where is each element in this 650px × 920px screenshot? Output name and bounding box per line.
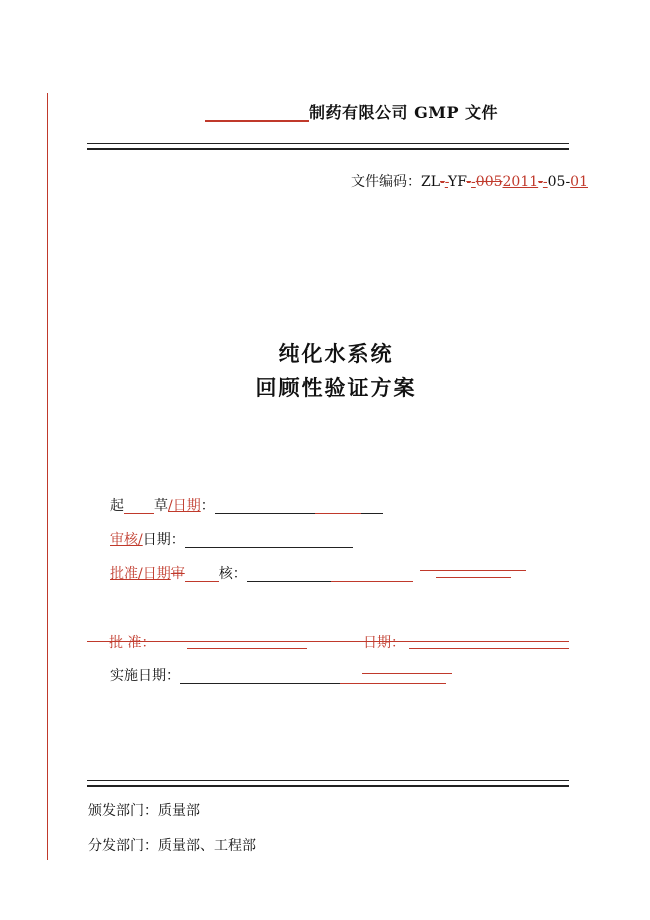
approve-deleted-he: 核 <box>218 566 233 582</box>
doc-number-month: 05- <box>547 174 571 190</box>
distribution-department: 分发部门：质量部、工程部 <box>88 838 256 854</box>
deleted-approve-label: 批 准： <box>109 635 156 651</box>
approve-inserted-rule-lower <box>436 577 511 578</box>
deleted-approve-date-row <box>87 632 569 650</box>
draft-signature-line-end[interactable] <box>361 499 383 514</box>
company-title: 制药有限公司 GMP 文件 <box>309 103 499 122</box>
doc-number-inserted-dash-3: - <box>542 174 548 190</box>
approve-signature-line-inserted[interactable] <box>331 567 413 582</box>
approve-signature-line[interactable] <box>247 567 331 582</box>
title-line-1: 纯化水系统 <box>278 341 394 366</box>
draft-row <box>110 495 383 515</box>
document-header <box>205 100 498 123</box>
document-number <box>351 171 588 191</box>
footer-double-rule <box>87 780 569 787</box>
doc-number-prefix: ZL <box>421 174 441 190</box>
implementation-date-line[interactable] <box>180 669 340 684</box>
doc-number-yf: YF <box>447 174 467 190</box>
implementation-date-line-inserted[interactable] <box>340 669 446 684</box>
review-inserted-label: 审核/ <box>110 532 143 548</box>
draft-signature-line-inserted[interactable] <box>315 499 361 514</box>
issue-department: 颁发部门：质量部 <box>88 803 200 819</box>
draft-signature-line[interactable] <box>215 499 315 514</box>
doc-number-label: 文件编码： <box>351 174 422 190</box>
approve-deleted-gap <box>185 567 219 582</box>
approve-row <box>110 563 413 583</box>
doc-number-deleted-dash-3: - <box>538 174 543 190</box>
implementation-inserted-rule <box>362 673 452 674</box>
deleted-date-label: 日期： <box>363 635 405 651</box>
approve-inserted-label: 批准/日期 <box>110 566 171 582</box>
approve-deleted-shen: 审 <box>170 566 185 582</box>
doc-number-inserted-dash-2: - <box>471 174 476 190</box>
title-line-2: 回顾性验证方案 <box>255 375 417 400</box>
draft-inserted-date: /日期 <box>168 498 201 514</box>
strikethrough-line <box>87 641 569 642</box>
doc-number-sequence: 01 <box>570 174 588 190</box>
review-signature-line[interactable] <box>185 533 353 548</box>
draft-label-start: 起 <box>110 498 124 514</box>
approve-colon: ： <box>232 566 247 582</box>
header-double-rule <box>87 143 569 150</box>
draft-deleted-gap <box>124 499 154 514</box>
doc-number-inserted-dash: - <box>444 174 448 190</box>
draft-colon: ： <box>200 498 215 514</box>
approve-inserted-rule-upper <box>420 570 526 571</box>
implementation-row <box>110 665 446 685</box>
doc-number-deleted-dash-2: - <box>466 174 472 190</box>
review-date-label: 日期： <box>142 532 185 548</box>
implementation-date-label: 实施日期： <box>110 668 180 684</box>
revision-margin-bar <box>47 93 48 860</box>
review-row <box>110 529 353 549</box>
draft-label-end: 草 <box>154 498 168 514</box>
doc-number-year: 2011 <box>502 174 539 190</box>
company-name-blank <box>205 104 309 122</box>
doc-number-deleted-dash: - <box>440 174 445 190</box>
doc-number-deleted-code: 005 <box>475 174 503 190</box>
